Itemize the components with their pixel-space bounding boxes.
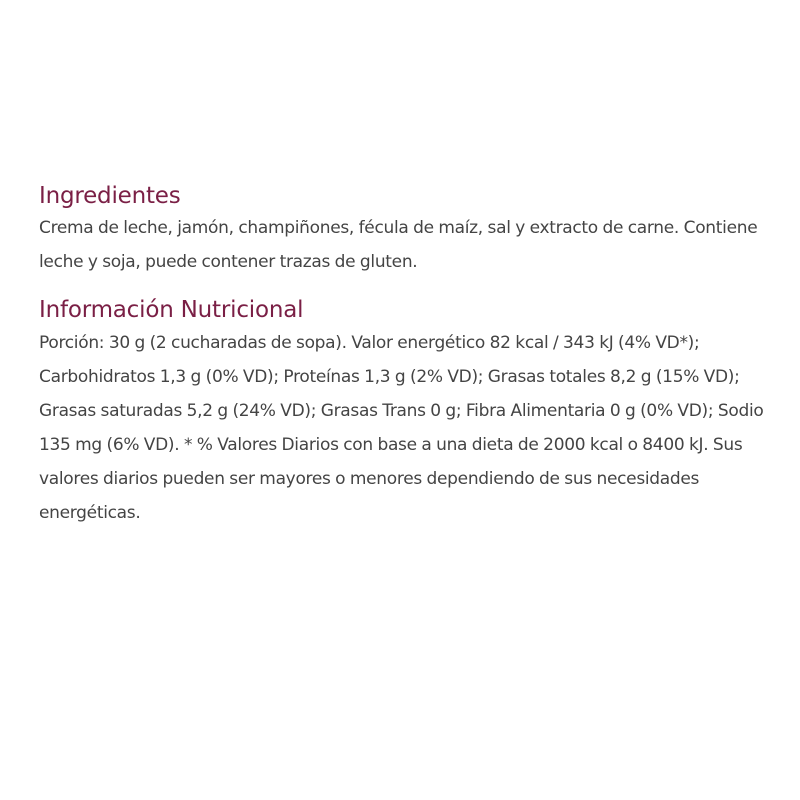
nutrition-text: Porción: 30 g (2 cucharadas de sopa). Valor energético 82 kcal / 343 kJ (4% VD*); Carbohidratos 1,3 g (0% VD); Proteínas 1,3 g (2% VD); Grasas totales 8,2 g (15% VD); Grasas saturadas 5,2 g (24% VD); Grasas Trans 0 g; Fibra Alimentaria 0 g (0% VD); Sodio 135 mg (6% VD). * % Valores Diarios con base a una dieta de 2000 kcal o 8400 kJ. Sus valores diarios pueden ser mayores o menores dependiendo de sus necesidades energéticas. — [39, 333, 764, 523]
nutrition-heading: Información Nutricional — [39, 297, 304, 323]
ingredients-section — [39, 178, 774, 279]
nutrition-section — [39, 292, 774, 530]
product-details — [39, 178, 774, 530]
ingredients-text: Crema de leche, jamón, champiñones, fécula de maíz, sal y extracto de carne. Contiene leche y soja, puede contener trazas de gluten. — [39, 218, 758, 272]
ingredients-heading: Ingredientes — [39, 183, 181, 209]
